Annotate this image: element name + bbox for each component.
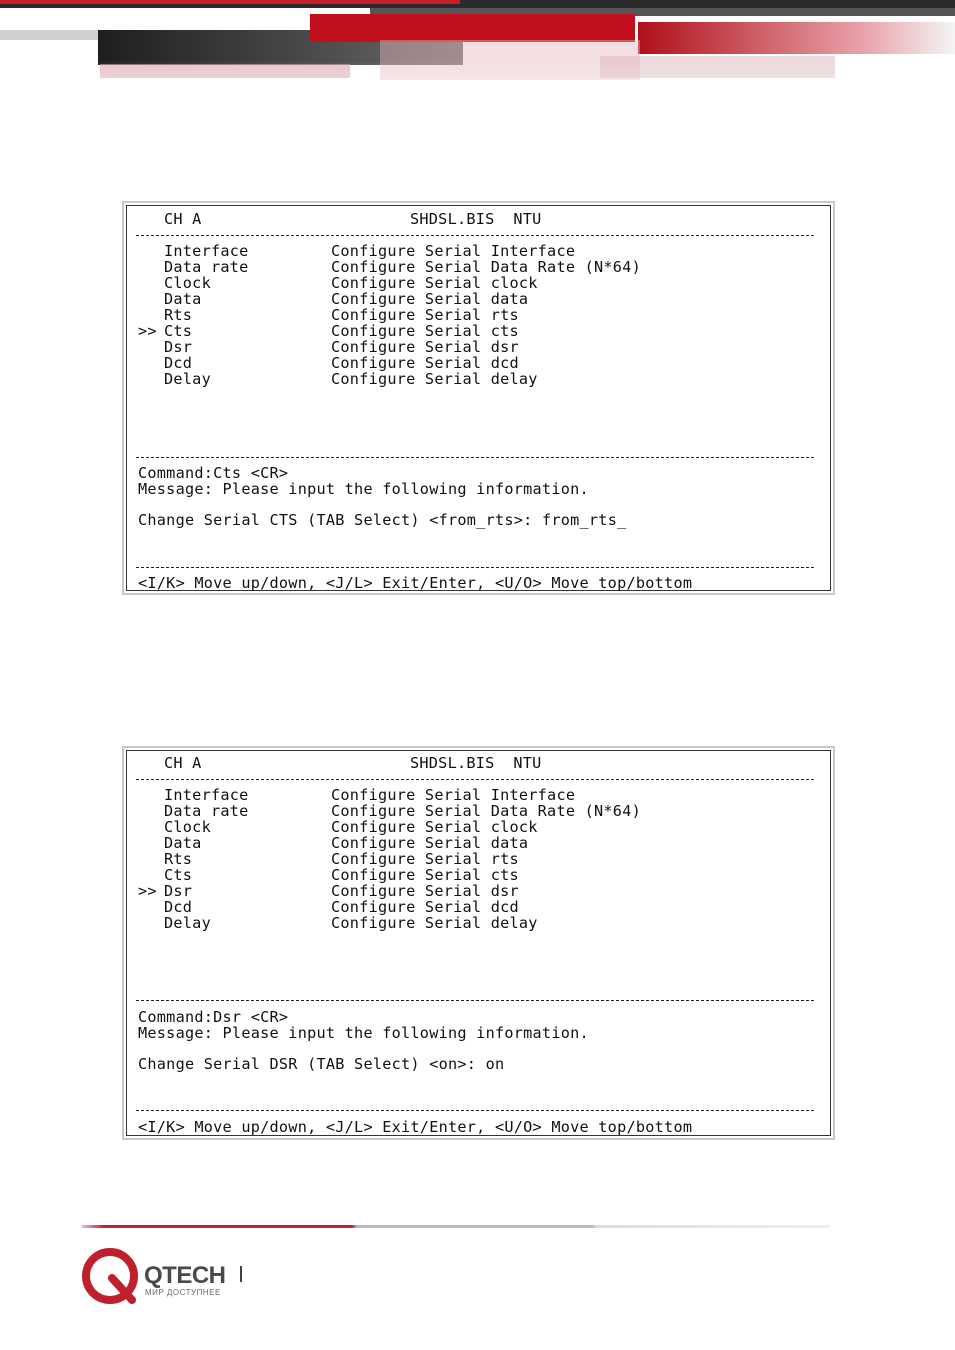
menu-item-name[interactable]: Cts bbox=[164, 322, 193, 340]
menu-item-desc: Configure Serial clock bbox=[331, 274, 538, 292]
menu-selected-marker: >> bbox=[138, 322, 157, 340]
menu-item-desc: Configure Serial Interface bbox=[331, 242, 576, 260]
menu-item-name[interactable]: Clock bbox=[164, 274, 211, 292]
menu-item-name[interactable]: Delay bbox=[164, 370, 211, 388]
footer-rule bbox=[82, 1225, 830, 1228]
menu-item-name[interactable]: Data rate bbox=[164, 258, 249, 276]
menu-item-desc: Configure Serial data bbox=[331, 290, 529, 308]
menu-item-name[interactable]: Data bbox=[164, 834, 202, 852]
divider bbox=[136, 779, 814, 780]
screen-header-title: SHDSL.BIS NTU bbox=[410, 210, 542, 228]
qtech-logo-icon bbox=[82, 1248, 142, 1308]
header-banner bbox=[0, 0, 955, 150]
menu-item-name[interactable]: Dsr bbox=[164, 882, 193, 900]
command-line: Command:Cts <CR> bbox=[138, 464, 289, 482]
menu-item-desc: Configure Serial Interface bbox=[331, 786, 576, 804]
terminal-screen-cts bbox=[122, 201, 835, 595]
message-line: Message: Please input the following information. bbox=[138, 480, 589, 498]
menu-item-desc: Configure Serial delay bbox=[331, 370, 538, 388]
prompt-input[interactable]: from_rts bbox=[541, 511, 618, 529]
menu-item-name[interactable]: Rts bbox=[164, 850, 193, 868]
menu-item-desc: Configure Serial rts bbox=[331, 850, 519, 868]
text-cursor: _ bbox=[617, 511, 627, 529]
menu-item-name[interactable]: Dcd bbox=[164, 354, 193, 372]
input-prompt bbox=[138, 1056, 504, 1072]
menu-item-desc: Configure Serial Data Rate (N*64) bbox=[331, 802, 641, 820]
prompt-input[interactable]: on bbox=[485, 1055, 505, 1073]
menu-item-desc: Configure Serial Data Rate (N*64) bbox=[331, 258, 641, 276]
terminal-screen-dsr bbox=[122, 746, 835, 1140]
footer-separator bbox=[240, 1266, 242, 1282]
menu-item-name[interactable]: Delay bbox=[164, 914, 211, 932]
menu-item-desc: Configure Serial dcd bbox=[331, 898, 519, 916]
screen-header-left: CH A bbox=[164, 210, 202, 228]
menu-item-desc: Configure Serial rts bbox=[331, 306, 519, 324]
menu-item-name[interactable]: Data rate bbox=[164, 802, 249, 820]
brand-name: QTECH bbox=[144, 1262, 226, 1289]
menu-item-desc: Configure Serial data bbox=[331, 834, 529, 852]
message-line: Message: Please input the following information. bbox=[138, 1024, 589, 1042]
menu-item-name[interactable]: Rts bbox=[164, 306, 193, 324]
prompt-label: Change Serial CTS (TAB Select) <from_rts>: bbox=[138, 511, 542, 529]
menu-item-name[interactable]: Clock bbox=[164, 818, 211, 836]
menu-item-name[interactable]: Data bbox=[164, 290, 202, 308]
menu-item-desc: Configure Serial dcd bbox=[331, 354, 519, 372]
menu-item-desc: Configure Serial cts bbox=[331, 322, 519, 340]
divider bbox=[136, 567, 814, 568]
menu-item-name[interactable]: Dsr bbox=[164, 338, 193, 356]
menu-item-desc: Configure Serial dsr bbox=[331, 882, 519, 900]
menu-item-desc: Configure Serial cts bbox=[331, 866, 519, 884]
command-line: Command:Dsr <CR> bbox=[138, 1008, 289, 1026]
menu-item-desc: Configure Serial dsr bbox=[331, 338, 519, 356]
menu-selected-marker: >> bbox=[138, 882, 157, 900]
menu-item-name[interactable]: Interface bbox=[164, 242, 249, 260]
divider bbox=[136, 1110, 814, 1111]
divider bbox=[136, 235, 814, 236]
help-line: <I/K> Move up/down, <J/L> Exit/Enter, <U/O> Move top/bottom bbox=[138, 1118, 693, 1136]
divider bbox=[136, 1000, 814, 1001]
menu-item-name[interactable]: Cts bbox=[164, 866, 193, 884]
divider bbox=[136, 457, 814, 458]
menu-item-desc: Configure Serial delay bbox=[331, 914, 538, 932]
help-line: <I/K> Move up/down, <J/L> Exit/Enter, <U/O> Move top/bottom bbox=[138, 574, 693, 592]
brand-tagline: МИР ДОСТУПНЕЕ bbox=[145, 1288, 221, 1297]
screen-header-title: SHDSL.BIS NTU bbox=[410, 754, 542, 772]
prompt-label: Change Serial DSR (TAB Select) <on>: bbox=[138, 1055, 486, 1073]
screen-header-left: CH A bbox=[164, 754, 202, 772]
input-prompt bbox=[138, 512, 627, 528]
menu-item-name[interactable]: Interface bbox=[164, 786, 249, 804]
menu-item-desc: Configure Serial clock bbox=[331, 818, 538, 836]
menu-item-name[interactable]: Dcd bbox=[164, 898, 193, 916]
